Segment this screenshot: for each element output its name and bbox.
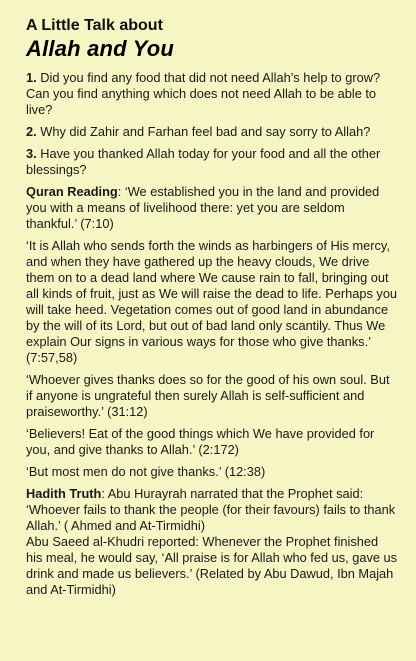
section-kicker: A Little Talk about <box>26 17 163 34</box>
question-2 <box>26 124 398 140</box>
quran-reading-intro <box>26 184 398 232</box>
quran-quote-2: ‘Whoever gives thanks does so for the good of his own soul. But if anyone is ungrateful then surely Allah is self-sufficient and praiseworthy.’ (31:12) <box>26 372 390 419</box>
question-number: 3. <box>26 146 37 161</box>
question-text: Did you find any food that did not need Allah’s help to grow? Can you find anything which does not need Allah to be able to live? <box>26 70 381 117</box>
question-number: 1. <box>26 70 37 85</box>
quran-reading-text: : ‘We established you in the land and provided you with a means of livelihood there: yet you are seldom thankful.’ (7:10) <box>26 184 380 231</box>
quran-quote-1: ‘It is Allah who sends forth the winds as harbingers of His mercy, and when they have gathered up the heavy clouds, We drive them on to a dead land where We cause rain to fall, bringing out all kinds of fruit, just as We will raise the dead to life. Perhaps you will take heed. Vegetation comes out of good land in abundance by the will of its Lord, but out of bad land only scantily. Thus We explain Our signs in various ways for those who give thanks.’ (7:57,58) <box>26 238 398 365</box>
page-content <box>26 70 398 604</box>
quran-quote-3: ‘Believers! Eat of the good things which We have provided for you, and give thanks to Allah.’ (2:172) <box>26 426 375 457</box>
question-1 <box>26 70 398 118</box>
question-text: Why did Zahir and Farhan feel bad and say sorry to Allah? <box>40 124 371 139</box>
hadith-truth-2: Abu Saeed al-Khudri reported: Whenever the Prophet finished his meal, he would say, ‘All praise is for Allah who fed us, gave us drink and made us believers.’ (Related by Abu Dawud, Ibn Majah and At-Tirmidhi) <box>26 534 398 597</box>
page-header <box>26 18 174 60</box>
question-3 <box>26 146 398 178</box>
quran-reading-label: Quran Reading <box>26 184 118 199</box>
hadith-truth-text: : Abu Hurayrah narrated that the Prophet said: ‘Whoever fails to thank the people (for their favours) fails to thank Allah.’ ( Ahmed and At-Tirmidhi) <box>26 486 396 533</box>
quran-quote-4: ‘But most men do not give thanks.’ (12:38) <box>26 464 266 479</box>
question-number: 2. <box>26 124 37 139</box>
hadith-truth-label: Hadith Truth <box>26 486 102 501</box>
hadith-truth-1 <box>26 486 398 534</box>
section-title: Allah and You <box>26 36 175 61</box>
question-text: Have you thanked Allah today for your food and all the other blessings? <box>26 146 381 177</box>
